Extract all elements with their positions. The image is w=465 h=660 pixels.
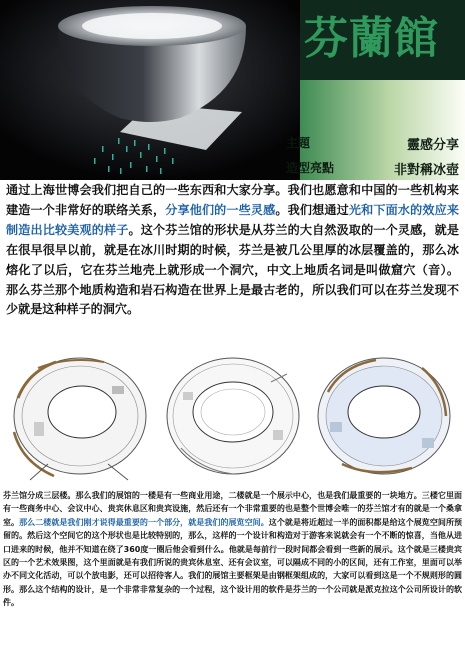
floor-plans: [0, 352, 465, 484]
floor-plan-2: [161, 352, 304, 484]
body-highlight-1: 那么二楼就是我们刚才说得最重要的一个部分，就是我们的展览空间。: [19, 517, 269, 527]
body-text-2: 这个就是将近超过一半的面积都是给这个展览空间所预留的。然后这个空间它的这个形状也是比较特别的，那么，这样的一个设计和构造对于游客来说就会有一个不断的惊喜，当他从进口进来的时候，他并不知道在绕了360度一圈后他会看到什么。他就是每前行一段时间都会看到一些新的展示。这个就是三楼贵宾区的一个艺术效果图，这个里面就是有我们所说的贵宾休息室、还有会议室，可以隔成不同的小的区间，还有工作室，里面可以举办不同文化活动，可以个放电影，还可以招待客人。我们的展馆主要框架是由钢框架组成的，大家可以看到这是一个不规则形的圆形。那么这个结构的设计，是一个非常非常复杂的一个过程，这个设计用的软件是芬兰的一个公司就是派克拉这个公司所设计的软件。: [3, 517, 463, 608]
pavilion-render: [0, 0, 300, 180]
theme-label: 主題: [286, 136, 311, 150]
pavilion-render-illustration: [0, 0, 300, 180]
floor-plan-3: [312, 352, 455, 484]
intro-text-2: 。我们想通过: [275, 202, 349, 217]
intro-highlight-1: 分享他们的一些灵感: [165, 202, 276, 217]
intro-paragraph: [6, 181, 459, 320]
highlight-value: 非對稱冰壺: [393, 163, 459, 178]
metadata-panel: [286, 128, 465, 180]
intro-text-1: 通过上海世博会我们把自己的一些东西和大家分享。我们也愿意和中国的一些机构来建造一个非常好的联络关系，: [6, 183, 459, 217]
title-band: [300, 0, 465, 80]
floor-plan-1: [8, 352, 151, 484]
highlight-label: 造型亮點: [286, 161, 335, 175]
intro-text-3: 。这个芬兰馆的形状是从芬兰的大自然汲取的一个灵感，就是在很早很早以前，就是在冰川时期的时候，芬兰是被几公里厚的冰层覆盖的，那么冰熔化了以后，它在芬兰地壳上就形成一个洞穴，中文上地质名词是叫做窟穴（音）。那么芬兰那个地质构造和岩石构造在世界上是最古老的，所以我们可以在芬兰发现不少就是这种样子的洞穴。: [6, 222, 459, 317]
theme-value: 靈感分享: [406, 138, 459, 153]
body-text-1: 芬兰馆分成三层楼。那么我们的展馆的一楼是有一些商业用途，二楼就是一个展示中心，也是我们最重要的一块地方。三楼它里面有一些商务中心、会议中心、贵宾休息区和贵宾设施，然后还有一个非常重要的也是整个世博会唯一的芬兰馆才有的就是一个桑拿室。: [3, 491, 462, 527]
page-title: 芬蘭館: [304, 13, 439, 64]
intro-highlight-2: 光和下面水的效应来制造出比较美观的样子: [6, 202, 459, 237]
description-paragraph: [3, 489, 462, 610]
